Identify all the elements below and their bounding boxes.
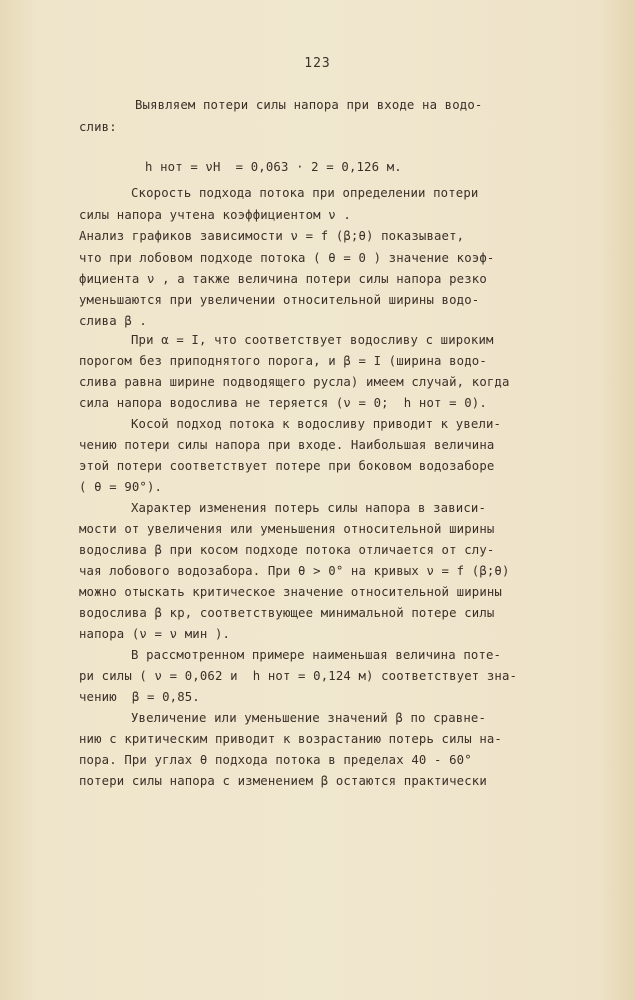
text-line: Выявляем потери силы напора при входе на водо- [135, 98, 483, 112]
text-line: уменьшаются при увеличении относительной ширины водо- [79, 293, 480, 307]
text-line: водослива β кр, соответствующее минимальной потере силы [79, 606, 495, 620]
text-line: ри силы ( ν = 0,062 и h нот = 0,124 м) соответствует зна- [79, 669, 518, 683]
text-line: h нот = νH = 0,063 · 2 = 0,126 м. [145, 160, 402, 174]
text-line: Косой подход потока к водосливу приводит к увели- [131, 417, 502, 431]
text-line: Скорость подхода потока при определении потери [131, 186, 479, 200]
text-line: водослива β при косом подходе потока отличается от слу- [79, 543, 495, 557]
text-line: потери силы напора с изменением β остаются практически [79, 774, 487, 788]
page-number: 123 [304, 56, 331, 71]
text-line: Характер изменения потерь силы напора в зависи- [131, 501, 487, 515]
text-line: фициента ν , а также величина потери силы напора резко [79, 272, 487, 286]
text-line: что при лобовом подходе потока ( θ = 0 ) значение коэф- [79, 251, 495, 265]
text-line: слива β . [79, 314, 147, 328]
text-line: чая лобового водозабора. При θ > 0° на кривых ν = f (β;θ) [79, 564, 510, 578]
text-line: мости от увеличения или уменьшения относительной ширины [79, 522, 495, 536]
text-line: нию с критическим приводит к возрастанию потерь силы на- [79, 732, 502, 746]
text-line: порогом без приподнятого порога, и β = I (ширина водо- [79, 354, 487, 368]
text-line: пора. При углах θ подхода потока в пределах 40 - 60° [79, 753, 472, 767]
text-line: слив: [79, 120, 117, 134]
text-line: силы напора учтена коэффициентом ν . [79, 208, 351, 222]
text-line: ( θ = 90°). [79, 480, 163, 494]
text-line: напора (ν = ν мин ). [79, 627, 231, 641]
text-line: Анализ графиков зависимости ν = f (β;θ) показывает, [79, 229, 465, 243]
text-line: В рассмотренном примере наименьшая величина поте- [131, 648, 502, 662]
text-line: Увеличение или уменьшение значений β по сравне- [131, 711, 487, 725]
text-line: сила напора водослива не теряется (ν = 0; h нот = 0). [79, 396, 487, 410]
text-line: этой потери соответствует потере при боковом водозаборе [79, 459, 495, 473]
text-line: чению потери силы напора при входе. Наибольшая величина [79, 438, 495, 452]
text-line: слива равна ширине подводящего русла) имеем случай, когда [79, 375, 510, 389]
text-line: чению β = 0,85. [79, 690, 200, 704]
text-line: можно отыскать критическое значение относительной ширины [79, 585, 502, 599]
text-line: При α = I, что соответствует водосливу с широким [131, 333, 494, 347]
